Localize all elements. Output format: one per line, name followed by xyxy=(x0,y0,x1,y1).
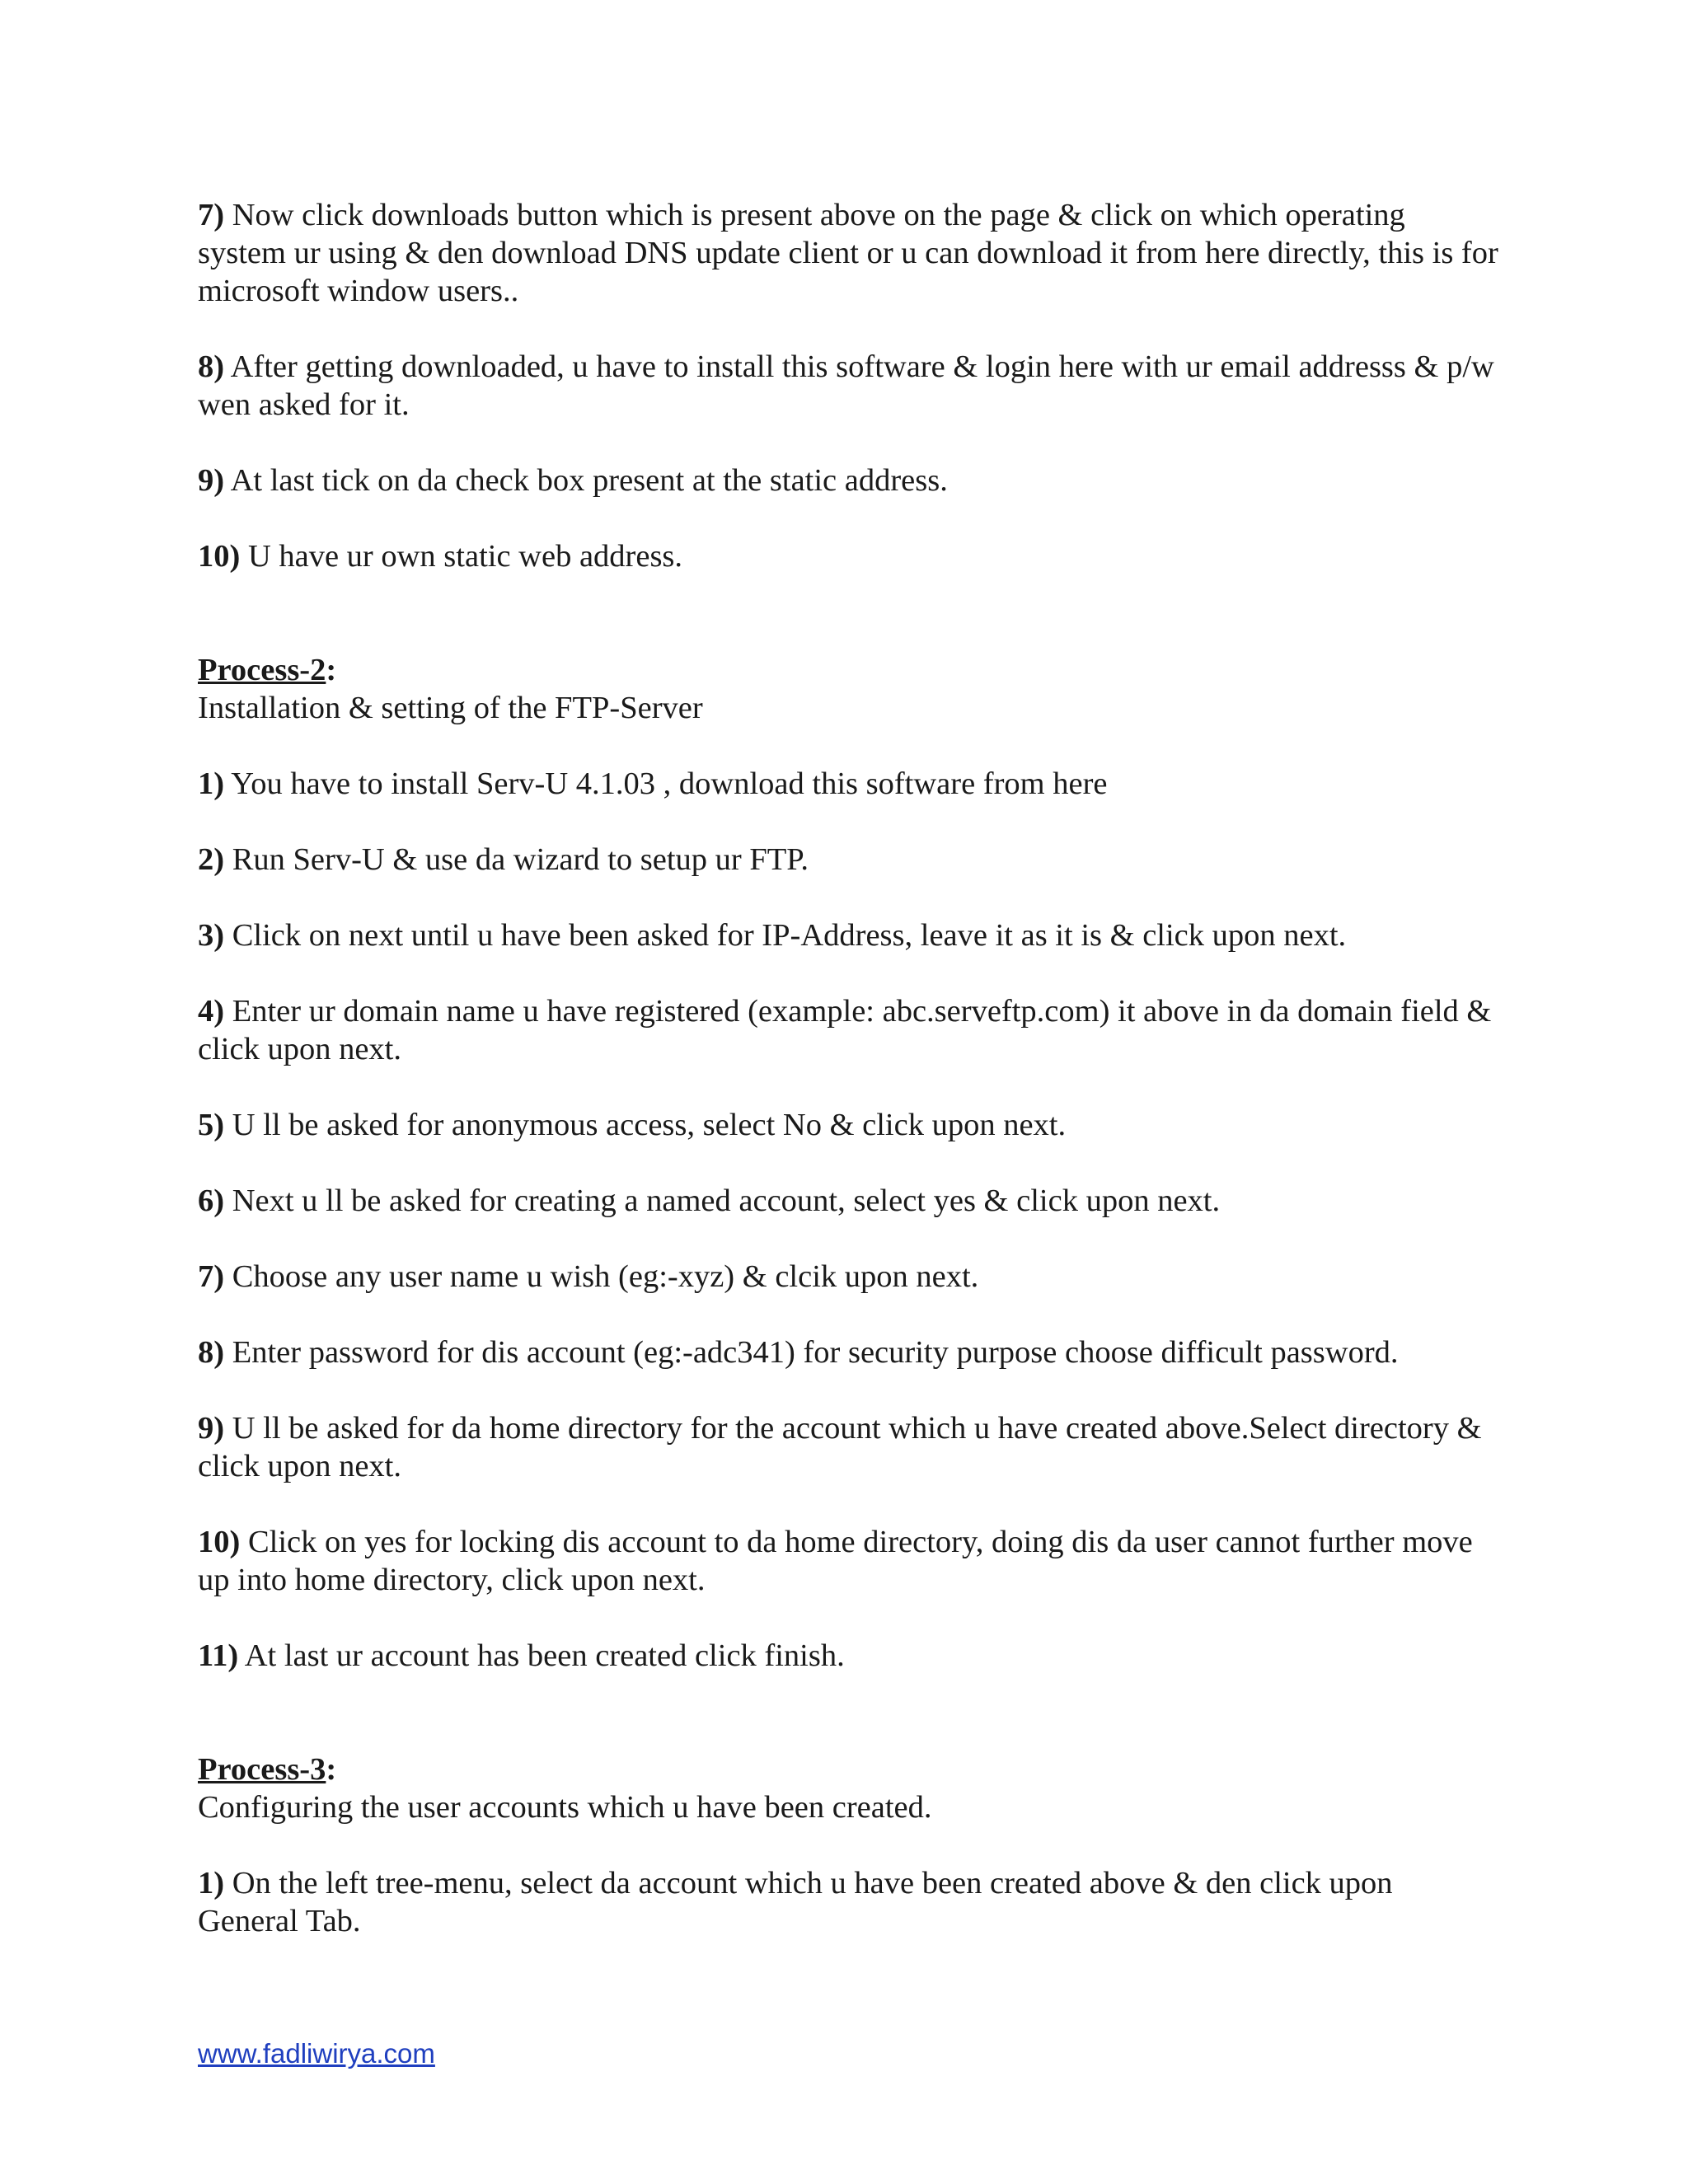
step-number: 11) xyxy=(198,1638,239,1673)
step-number: 4) xyxy=(198,994,225,1029)
step-text: U have ur own static web address. xyxy=(247,539,683,574)
section-heading-process-2 xyxy=(198,651,1500,689)
step-item xyxy=(198,348,1500,424)
step-item xyxy=(198,1864,1500,1940)
step-text: Now click downloads button which is present above on the page & click on which operating system ur using & den download DNS update client or u can download it from here directly, this is for microsoft window users.. xyxy=(198,198,1498,308)
step-item xyxy=(198,1523,1500,1599)
step-text: At last tick on da check box present at the static address. xyxy=(230,463,948,498)
document-body xyxy=(198,196,1500,1940)
step-item xyxy=(198,1106,1500,1144)
step-text: Next u ll be asked for creating a named account, select yes & click upon next. xyxy=(232,1183,1221,1218)
step-item xyxy=(198,841,1500,879)
step-item xyxy=(198,1409,1500,1485)
section-subtitle: Configuring the user accounts which u have been created. xyxy=(198,1790,932,1825)
section-subtitle: Installation & setting of the FTP-Server xyxy=(198,691,703,725)
step-number: 1) xyxy=(198,1866,225,1900)
step-number: 8) xyxy=(198,349,225,384)
step-text: Click on yes for locking dis account to da home directory, doing dis da user cannot further move up into home directory, click upon next. xyxy=(198,1525,1473,1597)
step-item xyxy=(198,537,1500,575)
step-number: 10) xyxy=(198,539,241,574)
step-text: Choose any user name u wish (eg:-xyz) & clcik upon next. xyxy=(232,1259,979,1294)
step-number: 9) xyxy=(198,463,225,498)
heading-text: Process-2 xyxy=(198,653,326,687)
step-number: 5) xyxy=(198,1108,225,1142)
step-text: You have to install Serv-U 4.1.03 , download this software from here xyxy=(231,766,1108,801)
step-text: On the left tree-menu, select da account which u have been created above & den click upon General Tab. xyxy=(198,1866,1393,1938)
step-number: 7) xyxy=(198,198,225,232)
step-text: Click on next until u have been asked for IP-Address, leave it as it is & click upon next. xyxy=(232,918,1347,953)
step-item xyxy=(198,765,1500,803)
step-text: U ll be asked for da home directory for the account which u have created above.Select directory & click upon next. xyxy=(198,1411,1482,1483)
step-item xyxy=(198,462,1500,499)
step-text: Run Serv-U & use da wizard to setup ur FTP. xyxy=(232,842,809,877)
footer-website-link[interactable]: www.fadliwirya.com xyxy=(198,2038,435,2069)
section-heading-process-3 xyxy=(198,1750,1500,1788)
step-number: 10) xyxy=(198,1525,241,1559)
step-item xyxy=(198,1182,1500,1220)
step-number: 6) xyxy=(198,1183,225,1218)
step-item xyxy=(198,196,1500,310)
step-text: After getting downloaded, u have to install this software & login here with ur email addresss & p/w wen asked for it. xyxy=(198,349,1494,422)
step-text: At last ur account has been created click finish. xyxy=(244,1638,845,1673)
step-item xyxy=(198,1637,1500,1675)
step-item xyxy=(198,992,1500,1068)
step-number: 7) xyxy=(198,1259,225,1294)
step-item xyxy=(198,916,1500,954)
heading-colon: : xyxy=(326,1752,337,1787)
heading-colon: : xyxy=(326,653,337,687)
step-number: 8) xyxy=(198,1335,225,1370)
step-item xyxy=(198,1258,1500,1296)
step-text: U ll be asked for anonymous access, select No & click upon next. xyxy=(232,1108,1067,1142)
step-item xyxy=(198,1333,1500,1371)
step-number: 1) xyxy=(198,766,225,801)
step-text: Enter ur domain name u have registered (example: abc.serveftp.com) it above in da domain field & click upon next. xyxy=(198,994,1492,1066)
step-number: 9) xyxy=(198,1411,225,1446)
step-number: 3) xyxy=(198,918,225,953)
step-number: 2) xyxy=(198,842,225,877)
step-text: Enter password for dis account (eg:-adc341) for security purpose choose difficult password. xyxy=(232,1335,1399,1370)
heading-text: Process-3 xyxy=(198,1752,326,1787)
